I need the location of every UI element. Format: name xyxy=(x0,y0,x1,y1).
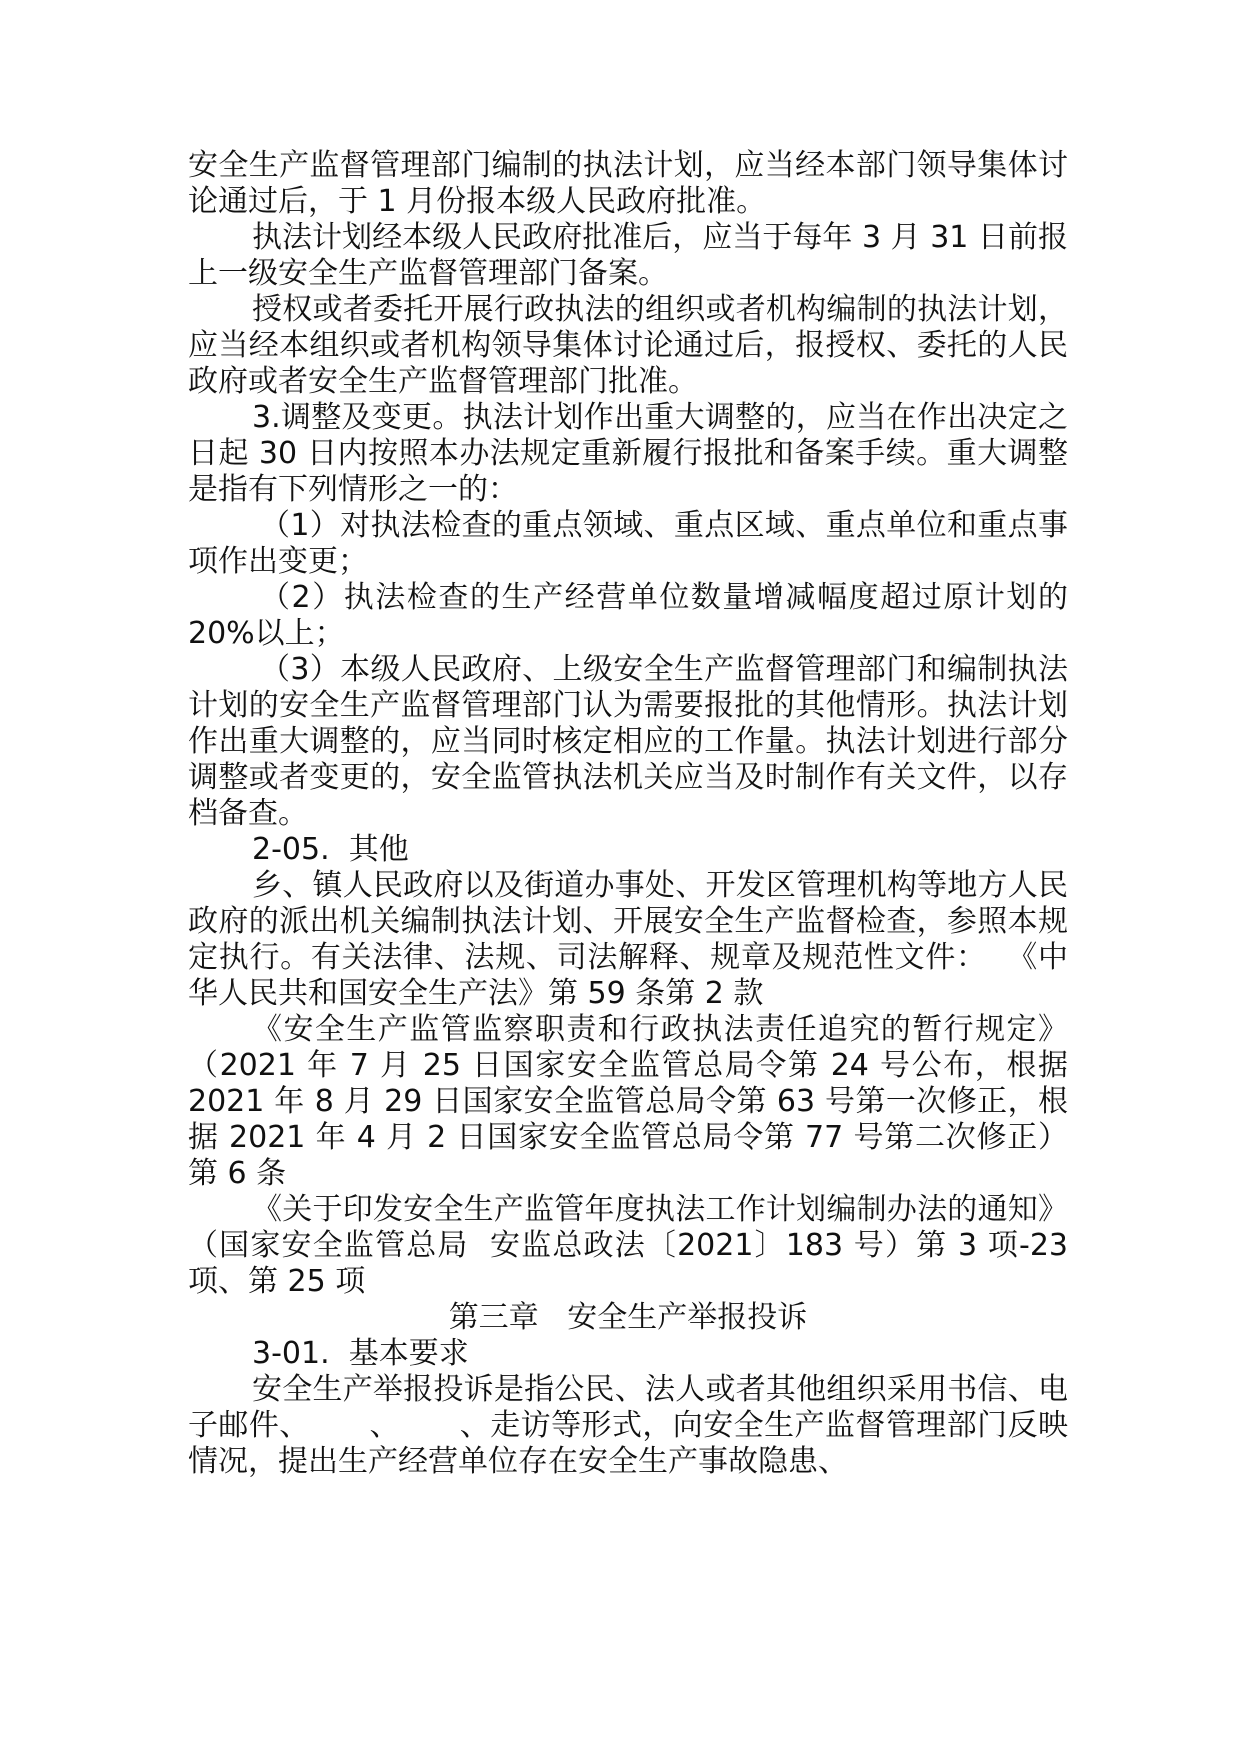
paragraph-adjustment-change: 3.调整及变更。执法计划作出重大调整的，应当在作出决定之日起 30 日内按照本办法规定重新履行报批和备案手续。重大调整是指有下列情形之一的： xyxy=(188,400,1068,507)
paragraph-item-2: （2）执法检查的生产经营单位数量增减幅度超过原计划的 20%以上； xyxy=(188,580,1078,651)
paragraph-report-complaint-definition: 安全生产举报投诉是指公民、法人或者其他组织采用书信、电子邮件、 、 、走访等形式，向安全生产监督管理部门反映情况，提出生产经营单位存在安全生产事故隐患、 xyxy=(188,1372,1068,1479)
section-heading-2-05: 2-05. 其他 xyxy=(252,832,409,867)
chapter-title: 第三章 安全生产举报投诉 xyxy=(448,1300,808,1335)
document-body xyxy=(188,148,1078,1480)
paragraph-reference-notice: 《关于印发安全生产监管年度执法工作计划编制办法的通知》（国家安全监管总局 安监总政法〔2021〕183 号）第 3 项-23 项、第 25 项 xyxy=(188,1192,1078,1299)
section-heading-3-01: 3-01. 基本要求 xyxy=(252,1336,469,1371)
paragraph-other-provisions: 乡、镇人民政府以及街道办事处、开发区管理机构等地方人民政府的派出机关编制执法计划、开展安全生产监督检查，参照本规定执行。有关法律、法规、司法解释、规章及规范性文件： 《中华人民共和国安全生产法》第 59 条第 2 款 xyxy=(188,868,1068,1011)
paragraph-filing-deadline: 执法计划经本级人民政府批准后，应当于每年 3 月 31 日前报上一级安全生产监督管理部门备案。 xyxy=(188,220,1068,291)
paragraph-authorized-organizations: 授权或者委托开展行政执法的组织或者机构编制的执法计划，应当经本组织或者机构领导集体讨论通过后，报授权、委托的人民政府或者安全生产监督管理部门批准。 xyxy=(188,292,1068,399)
paragraph-reference-regulation: 《安全生产监管监察职责和行政执法责任追究的暂行规定》（2021 年 7 月 25 日国家安全监管总局令第 24 号公布，根据 2021 年 8 月 29 日国家安全监管总局令第 63 号第一次修正，根据 2021 年 4 月 2 日国家安全监管总局令第 77 号第二次修正）第 6 条 xyxy=(188,1012,1078,1191)
paragraph-item-3: （3）本级人民政府、上级安全生产监督管理部门和编制执法计划的安全生产监督管理部门认为需要报批的其他情形。执法计划作出重大调整的，应当同时核定相应的工作量。执法计划进行部分调整或者变更的，安全监管执法机关应当及时制作有关文件，以存档备查。 xyxy=(188,652,1068,831)
paragraph-item-1: （1）对执法检查的重点领域、重点区域、重点单位和重点事项作出变更； xyxy=(188,508,1068,579)
paragraph-approval-department: 安全生产监督管理部门编制的执法计划，应当经本部门领导集体讨论通过后，于 1 月份报本级人民政府批准。 xyxy=(188,148,1068,219)
